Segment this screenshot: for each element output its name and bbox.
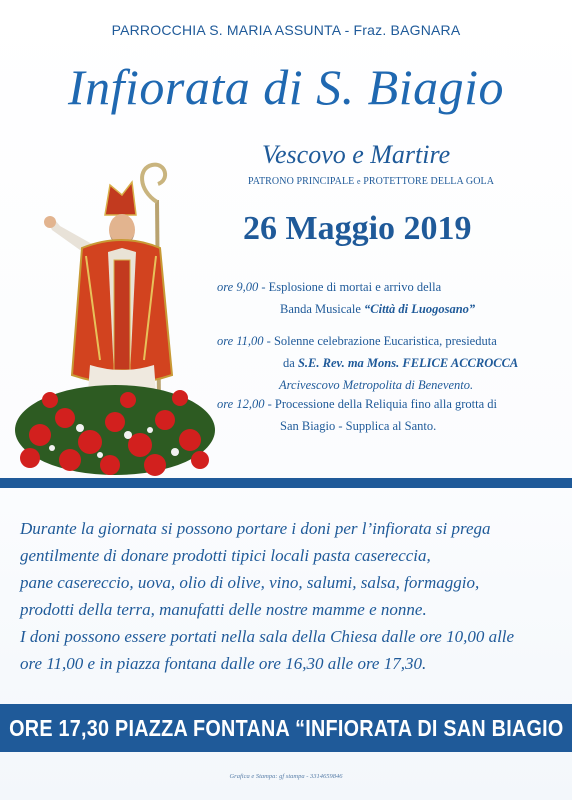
subtitle: Vescovo e Martire <box>262 140 451 169</box>
program-item-3 <box>217 393 497 437</box>
program-text: - Solenne celebrazione Eucaristica, presieduta <box>263 334 497 348</box>
band-name: “Città di Luogosano” <box>364 302 476 316</box>
patron-conjunction: e <box>356 177 361 186</box>
program-text: da <box>283 356 298 370</box>
mitre-icon <box>105 182 136 215</box>
section-divider <box>0 478 572 488</box>
celebrant-name: S.E. Rev. ma Mons. FELICE ACCROCCA <box>297 356 519 370</box>
program-time: ore 9,00 <box>217 280 259 294</box>
parish-name: PARROCCHIA S. MARIA ASSUNTA - Fraz. BAGNARA <box>111 22 461 38</box>
notice-line: I doni possono essere portati nella sala della Chiesa dalle ore 10,00 alle <box>20 627 515 646</box>
event-date: 26 Maggio 2019 <box>243 210 472 247</box>
notice-line: prodotti della terra, manufatti delle nostre mamme e nonne. <box>20 600 427 619</box>
print-credits: Grafica e Stampa: gf stampa - 3314659846 <box>229 773 343 780</box>
event-banner <box>0 704 572 752</box>
saint-statue-image <box>10 160 220 480</box>
donation-notice <box>20 515 565 677</box>
notice-line: gentilmente di donare prodotti tipici locali pasta casereccia, <box>20 546 431 565</box>
program-text: - Esplosione di mortai e arrivo della <box>258 280 442 294</box>
program-time: ore 11,00 <box>217 334 264 348</box>
notice-line: Durante la giornata si possono portare i doni per l’infiorata si prega <box>20 519 491 538</box>
poster-title: Infiorata di S. Biagio <box>68 59 504 115</box>
banner-text: ORE 17,30 PIAZZA FONTANA “INFIORATA DI SAN BIAGIO <box>8 714 564 741</box>
program-text: - Processione della Reliquia fino alla grotta di <box>264 397 498 411</box>
program-text: San Biagio - Supplica al Santo. <box>280 419 437 433</box>
program-item-2 <box>217 330 518 396</box>
program-item-1 <box>217 276 475 320</box>
notice-line: ore 11,00 e in piazza fontana dalle ore 16,30 alle ore 17,30. <box>20 654 427 673</box>
patron-line <box>248 176 494 187</box>
patron-principal: PATRONO PRINCIPALE <box>248 176 355 187</box>
program-time: ore 12,00 <box>217 397 265 411</box>
program-text: Banda Musicale <box>280 302 365 316</box>
program-text: Arcivescovo Metropolita di Benevento. <box>279 378 474 392</box>
notice-line: pane casereccio, uova, olio di olive, vino, salumi, salsa, formaggio, <box>20 573 480 592</box>
patron-throat: PROTETTORE DELLA GOLA <box>363 176 495 187</box>
